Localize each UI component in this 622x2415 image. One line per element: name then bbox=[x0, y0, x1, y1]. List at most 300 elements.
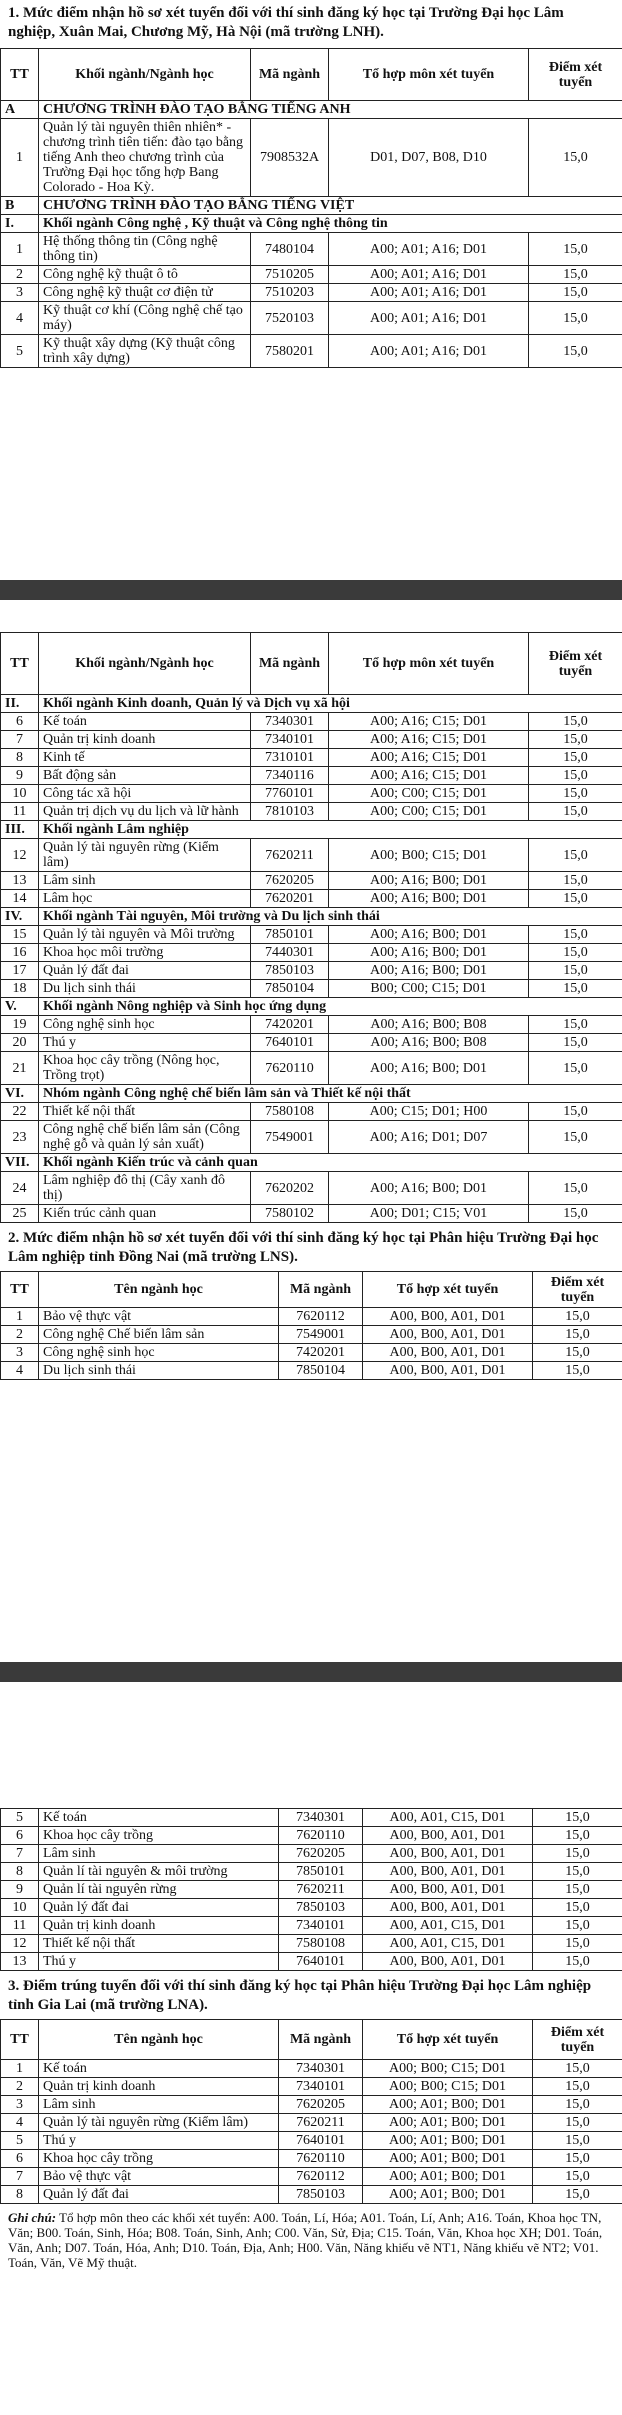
program-code: 7510203 bbox=[251, 284, 329, 302]
group-number: IV. bbox=[1, 908, 39, 926]
admission-score: 15,0 bbox=[529, 1103, 622, 1121]
row-number: 1 bbox=[1, 119, 39, 197]
program-code: 7440301 bbox=[251, 944, 329, 962]
program-name: Khoa học cây trồng bbox=[39, 1827, 279, 1845]
admission-score: 15,0 bbox=[529, 1172, 622, 1205]
footnote-text: Tổ hợp môn theo các khối xét tuyển: A00. Toán, Lí, Hóa; A01. Toán, Lí, Anh; A16. Toán, Khoa học TN, Văn; B00. Toán, Sinh, Hóa; B08. Toán, Sinh, Anh; C00. Văn, Sử, Địa; C15. Toán, Văn, Khoa học XH; D01. Toán, Văn, Anh; D07. Toán, Hóa, Anh; D10. Toán, Địa, Anh; H00. Văn, Năng khiếu vẽ NT1, Năng khiếu vẽ NT2; V01. Toán, Văn, Vẽ Mỹ thuật. bbox=[8, 2210, 603, 2270]
admission-score: 15,0 bbox=[533, 1809, 622, 1827]
row-number: 3 bbox=[1, 2096, 39, 2114]
table-row bbox=[1, 1881, 622, 1899]
row-number: 8 bbox=[1, 2186, 39, 2204]
group-title: Khối ngành Nông nghiệp và Sinh học ứng dụng bbox=[39, 998, 622, 1016]
program-code: 7340101 bbox=[279, 1917, 363, 1935]
section-lnh bbox=[0, 4, 622, 368]
program-code: 7620205 bbox=[251, 872, 329, 890]
row-number: 5 bbox=[1, 1809, 39, 1827]
admission-score: 15,0 bbox=[529, 266, 622, 284]
program-code: 7620110 bbox=[279, 1827, 363, 1845]
subject-combination: A00; A01; B00; D01 bbox=[363, 2186, 533, 2204]
col-header: Điểm xét tuyển bbox=[533, 2020, 622, 2060]
row-number: 3 bbox=[1, 1344, 39, 1362]
admission-score: 15,0 bbox=[529, 302, 622, 335]
program-name: Quản lý tài nguyên và Môi trường bbox=[39, 926, 251, 944]
program-name: Lâm học bbox=[39, 890, 251, 908]
program-name: Quản lý đất đai bbox=[39, 1899, 279, 1917]
group-row bbox=[1, 1085, 622, 1103]
group-title: Khối ngành Công nghệ , Kỹ thuật và Công nghệ thông tin bbox=[39, 215, 622, 233]
admission-score: 15,0 bbox=[529, 1121, 622, 1154]
program-code: 7549001 bbox=[251, 1121, 329, 1154]
program-code: 7760101 bbox=[251, 785, 329, 803]
group-row bbox=[1, 197, 622, 215]
row-number: 23 bbox=[1, 1121, 39, 1154]
subject-combination: A00; A16; B00; D01 bbox=[329, 872, 529, 890]
admission-score: 15,0 bbox=[529, 1052, 622, 1085]
program-name: Quản trị kinh doanh bbox=[39, 2078, 279, 2096]
table-row bbox=[1, 1172, 622, 1205]
admission-score: 15,0 bbox=[529, 890, 622, 908]
admission-score: 15,0 bbox=[533, 2186, 622, 2204]
col-header: TT bbox=[1, 1272, 39, 1308]
row-number: 1 bbox=[1, 233, 39, 266]
row-number: 2 bbox=[1, 2078, 39, 2096]
admission-score: 15,0 bbox=[533, 1308, 622, 1326]
admission-score: 15,0 bbox=[529, 1034, 622, 1052]
admission-score: 15,0 bbox=[529, 839, 622, 872]
section-lns-continued bbox=[0, 1808, 622, 2270]
program-name: Lâm sinh bbox=[39, 2096, 279, 2114]
program-name: Thú y bbox=[39, 1953, 279, 1971]
subject-combination: A00; A01; B00; D01 bbox=[363, 2096, 533, 2114]
program-code: 7620201 bbox=[251, 890, 329, 908]
program-code: 7310101 bbox=[251, 749, 329, 767]
subject-combination: A00, A01, C15, D01 bbox=[363, 1809, 533, 1827]
subject-combination: A00; A16; B00; B08 bbox=[329, 1016, 529, 1034]
col-header: TT bbox=[1, 2020, 39, 2060]
row-number: 2 bbox=[1, 1326, 39, 1344]
admission-score: 15,0 bbox=[533, 1953, 622, 1971]
admission-score: 15,0 bbox=[533, 1362, 622, 1380]
row-number: 5 bbox=[1, 335, 39, 368]
table-row bbox=[1, 1899, 622, 1917]
program-name: Công nghệ sinh học bbox=[39, 1016, 251, 1034]
row-number: 11 bbox=[1, 1917, 39, 1935]
section-lnh-continued bbox=[0, 632, 622, 1380]
program-name: Quản lý tài nguyên rừng (Kiểm lâm) bbox=[39, 839, 251, 872]
col-header: Điểm xét tuyển bbox=[529, 49, 622, 101]
program-name: Lâm sinh bbox=[39, 872, 251, 890]
row-number: 7 bbox=[1, 2168, 39, 2186]
group-number: A bbox=[1, 101, 39, 119]
table-row bbox=[1, 944, 622, 962]
row-number: 5 bbox=[1, 2132, 39, 2150]
program-code: 7580201 bbox=[251, 335, 329, 368]
program-code: 7620110 bbox=[279, 2150, 363, 2168]
program-name: Công nghệ kỹ thuật cơ điện tử bbox=[39, 284, 251, 302]
admission-table-lns bbox=[0, 1271, 622, 1380]
col-header: Tổ hợp môn xét tuyển bbox=[329, 633, 529, 695]
admission-score: 15,0 bbox=[533, 1863, 622, 1881]
table-row bbox=[1, 980, 622, 998]
group-number: VII. bbox=[1, 1154, 39, 1172]
subject-combination: A00, B00, A01, D01 bbox=[363, 1899, 533, 1917]
program-name: Công tác xã hội bbox=[39, 785, 251, 803]
subject-combination: A00; A01; A16; D01 bbox=[329, 233, 529, 266]
table-row bbox=[1, 872, 622, 890]
subject-combination: A00; C15; D01; H00 bbox=[329, 1103, 529, 1121]
program-code: 7620205 bbox=[279, 1845, 363, 1863]
group-title: Khối ngành Lâm nghiệp bbox=[39, 821, 622, 839]
program-code: 7620205 bbox=[279, 2096, 363, 2114]
section-heading: 1. Mức điểm nhận hồ sơ xét tuyển đối với thí sinh đăng ký học tại Trường Đại học Lâm nghiệp, Xuân Mai, Chương Mỹ, Hà Nội (mã trường LNH). bbox=[8, 5, 564, 40]
program-name: Thiết kế nội thất bbox=[39, 1103, 251, 1121]
table-row bbox=[1, 839, 622, 872]
subject-combination: A00; B00; C15; D01 bbox=[363, 2060, 533, 2078]
subject-combination: A00; B00; C15; D01 bbox=[363, 2078, 533, 2096]
program-name: Kế toán bbox=[39, 1809, 279, 1827]
program-name: Quản trị kinh doanh bbox=[39, 731, 251, 749]
footnote bbox=[0, 2204, 622, 2270]
table-row bbox=[1, 233, 622, 266]
row-number: 13 bbox=[1, 872, 39, 890]
subject-combination: A00; A16; B00; D01 bbox=[329, 1172, 529, 1205]
program-code: 7850103 bbox=[251, 962, 329, 980]
subject-combination: A00, A01, C15, D01 bbox=[363, 1935, 533, 1953]
subject-combination: A00; A01; A16; D01 bbox=[329, 266, 529, 284]
program-code: 7549001 bbox=[279, 1326, 363, 1344]
admission-score: 15,0 bbox=[529, 749, 622, 767]
row-number: 12 bbox=[1, 839, 39, 872]
subject-combination: A00, B00, A01, D01 bbox=[363, 1881, 533, 1899]
subject-combination: A00, B00, A01, D01 bbox=[363, 1827, 533, 1845]
table-row bbox=[1, 2096, 622, 2114]
program-name: Quản lý đất đai bbox=[39, 962, 251, 980]
program-code: 7620211 bbox=[279, 2114, 363, 2132]
table-row bbox=[1, 1863, 622, 1881]
row-number: 7 bbox=[1, 1845, 39, 1863]
subject-combination: A00; A01; B00; D01 bbox=[363, 2132, 533, 2150]
program-name: Hệ thống thông tin (Công nghệ thông tin) bbox=[39, 233, 251, 266]
subject-combination: A00; A01; A16; D01 bbox=[329, 284, 529, 302]
admission-score: 15,0 bbox=[529, 926, 622, 944]
admission-score: 15,0 bbox=[529, 1016, 622, 1034]
col-header: Tổ hợp xét tuyển bbox=[363, 1272, 533, 1308]
subject-combination: A00; A16; B00; D01 bbox=[329, 890, 529, 908]
row-number: 2 bbox=[1, 266, 39, 284]
col-header: TT bbox=[1, 633, 39, 695]
table-row bbox=[1, 926, 622, 944]
program-name: Quản lí tài nguyên rừng bbox=[39, 1881, 279, 1899]
program-code: 7420201 bbox=[251, 1016, 329, 1034]
row-number: 9 bbox=[1, 1881, 39, 1899]
page-gap bbox=[0, 580, 622, 600]
program-code: 7620112 bbox=[279, 1308, 363, 1326]
program-name: Công nghệ sinh học bbox=[39, 1344, 279, 1362]
row-number: 7 bbox=[1, 731, 39, 749]
admission-score: 15,0 bbox=[533, 1881, 622, 1899]
col-header: Tên ngành học bbox=[39, 1272, 279, 1308]
program-name: Thú y bbox=[39, 1034, 251, 1052]
subject-combination: A00; A16; B00; D01 bbox=[329, 926, 529, 944]
table-row bbox=[1, 2168, 622, 2186]
admission-score: 15,0 bbox=[529, 872, 622, 890]
table-row bbox=[1, 2060, 622, 2078]
col-header: Mã ngành bbox=[279, 2020, 363, 2060]
admission-score: 15,0 bbox=[533, 1935, 622, 1953]
row-number: 18 bbox=[1, 980, 39, 998]
admission-score: 15,0 bbox=[533, 1845, 622, 1863]
subject-combination: A00, B00, A01, D01 bbox=[363, 1863, 533, 1881]
subject-combination: A00; A16; C15; D01 bbox=[329, 713, 529, 731]
admission-score: 15,0 bbox=[529, 980, 622, 998]
group-title: Khối ngành Tài nguyên, Môi trường và Du lịch sinh thái bbox=[39, 908, 622, 926]
program-code: 7850103 bbox=[279, 2186, 363, 2204]
program-code: 7620112 bbox=[279, 2168, 363, 2186]
subject-combination: A00; A16; C15; D01 bbox=[329, 767, 529, 785]
row-number: 10 bbox=[1, 1899, 39, 1917]
row-number: 9 bbox=[1, 767, 39, 785]
table-row bbox=[1, 1362, 622, 1380]
table-row bbox=[1, 302, 622, 335]
row-number: 12 bbox=[1, 1935, 39, 1953]
subject-combination: A00; A01; B00; D01 bbox=[363, 2168, 533, 2186]
col-header: Tên ngành học bbox=[39, 2020, 279, 2060]
group-number: B bbox=[1, 197, 39, 215]
table-row bbox=[1, 2150, 622, 2168]
subject-combination: A00, B00, A01, D01 bbox=[363, 1953, 533, 1971]
table-row bbox=[1, 284, 622, 302]
subject-combination: B00; C00; C15; D01 bbox=[329, 980, 529, 998]
admission-score: 15,0 bbox=[533, 2096, 622, 2114]
admission-score: 15,0 bbox=[529, 803, 622, 821]
table-row bbox=[1, 803, 622, 821]
col-header: Tổ hợp xét tuyển bbox=[363, 2020, 533, 2060]
subject-combination: A00; A01; B00; D01 bbox=[363, 2150, 533, 2168]
admission-score: 15,0 bbox=[529, 767, 622, 785]
footnote-lead: Ghi chú: bbox=[8, 2210, 57, 2225]
admission-score: 15,0 bbox=[529, 284, 622, 302]
table-row bbox=[1, 1121, 622, 1154]
program-name: Kế toán bbox=[39, 713, 251, 731]
subject-combination: A00; A16; C15; D01 bbox=[329, 731, 529, 749]
program-name: Bảo vệ thực vật bbox=[39, 1308, 279, 1326]
table-row bbox=[1, 1827, 622, 1845]
row-number: 1 bbox=[1, 2060, 39, 2078]
table-row bbox=[1, 1935, 622, 1953]
group-row bbox=[1, 908, 622, 926]
table-row bbox=[1, 266, 622, 284]
section-heading: 2. Mức điểm nhận hồ sơ xét tuyển đối với thí sinh đăng ký học tại Phân hiệu Trường Đại học Lâm nghiệp tỉnh Đồng Nai (mã trường LNS). bbox=[8, 1230, 599, 1265]
admission-score: 15,0 bbox=[529, 944, 622, 962]
table-row bbox=[1, 890, 622, 908]
program-code: 7510205 bbox=[251, 266, 329, 284]
program-name: Thiết kế nội thất bbox=[39, 1935, 279, 1953]
table-row bbox=[1, 1845, 622, 1863]
admission-score: 15,0 bbox=[533, 2132, 622, 2150]
subject-combination: A00; A16; B00; D01 bbox=[329, 1052, 529, 1085]
admission-score: 15,0 bbox=[533, 2150, 622, 2168]
program-code: 7340301 bbox=[279, 1809, 363, 1827]
admission-score: 15,0 bbox=[529, 335, 622, 368]
program-code: 7850104 bbox=[279, 1362, 363, 1380]
table-row bbox=[1, 1205, 622, 1223]
col-header: Khối ngành/Ngành học bbox=[39, 49, 251, 101]
group-title: CHƯƠNG TRÌNH ĐÀO TẠO BẰNG TIẾNG ANH bbox=[39, 101, 622, 119]
admission-score: 15,0 bbox=[533, 2168, 622, 2186]
program-name: Quản lý đất đai bbox=[39, 2186, 279, 2204]
subject-combination: A00, B00, A01, D01 bbox=[363, 1344, 533, 1362]
table-row bbox=[1, 1917, 622, 1935]
row-number: 24 bbox=[1, 1172, 39, 1205]
program-code: 7810103 bbox=[251, 803, 329, 821]
table-row bbox=[1, 962, 622, 980]
group-row bbox=[1, 1154, 622, 1172]
program-code: 7340101 bbox=[251, 731, 329, 749]
table-row bbox=[1, 119, 622, 197]
subject-combination: A00; A16; B00; D01 bbox=[329, 944, 529, 962]
program-name: Kiến trúc cảnh quan bbox=[39, 1205, 251, 1223]
group-row bbox=[1, 998, 622, 1016]
program-code: 7850101 bbox=[279, 1863, 363, 1881]
program-code: 7340301 bbox=[251, 713, 329, 731]
program-name: Khoa học cây trồng bbox=[39, 2150, 279, 2168]
admission-score: 15,0 bbox=[533, 1917, 622, 1935]
group-title: CHƯƠNG TRÌNH ĐÀO TẠO BẰNG TIẾNG VIỆT bbox=[39, 197, 622, 215]
admission-score: 15,0 bbox=[529, 119, 622, 197]
col-header: Mã ngành bbox=[251, 633, 329, 695]
row-number: 20 bbox=[1, 1034, 39, 1052]
table-row bbox=[1, 2078, 622, 2096]
row-number: 8 bbox=[1, 1863, 39, 1881]
subject-combination: A00; A16; D01; D07 bbox=[329, 1121, 529, 1154]
subject-combination: D01, D07, B08, D10 bbox=[329, 119, 529, 197]
group-row bbox=[1, 821, 622, 839]
admission-score: 15,0 bbox=[533, 1326, 622, 1344]
table-row bbox=[1, 1016, 622, 1034]
group-row bbox=[1, 695, 622, 713]
table-row bbox=[1, 1953, 622, 1971]
program-code: 7340301 bbox=[279, 2060, 363, 2078]
row-number: 4 bbox=[1, 1362, 39, 1380]
group-title: Khối ngành Kiến trúc và cảnh quan bbox=[39, 1154, 622, 1172]
table-row bbox=[1, 785, 622, 803]
col-header: Khối ngành/Ngành học bbox=[39, 633, 251, 695]
program-code: 7620202 bbox=[251, 1172, 329, 1205]
table-row bbox=[1, 2114, 622, 2132]
program-name: Du lịch sinh thái bbox=[39, 980, 251, 998]
program-code: 7908532A bbox=[251, 119, 329, 197]
group-title: Khối ngành Kinh doanh, Quản lý và Dịch vụ xã hội bbox=[39, 695, 622, 713]
col-header: Điểm xét tuyển bbox=[529, 633, 622, 695]
col-header: Tổ hợp môn xét tuyển bbox=[329, 49, 529, 101]
admission-table-lna bbox=[0, 2019, 622, 2204]
admission-score: 15,0 bbox=[533, 2114, 622, 2132]
subject-combination: A00, B00, A01, D01 bbox=[363, 1326, 533, 1344]
group-title: Nhóm ngành Công nghệ chế biến lâm sản và Thiết kế nội thất bbox=[39, 1085, 622, 1103]
admission-score: 15,0 bbox=[533, 2078, 622, 2096]
admission-table-lnh bbox=[0, 48, 622, 368]
admission-score: 15,0 bbox=[533, 2060, 622, 2078]
program-name: Khoa học môi trường bbox=[39, 944, 251, 962]
program-name: Lâm sinh bbox=[39, 1845, 279, 1863]
group-number: VI. bbox=[1, 1085, 39, 1103]
program-name: Quản lí tài nguyên & môi trường bbox=[39, 1863, 279, 1881]
row-number: 17 bbox=[1, 962, 39, 980]
program-code: 7340101 bbox=[279, 2078, 363, 2096]
program-name: Lâm nghiệp đô thị (Cây xanh đô thị) bbox=[39, 1172, 251, 1205]
program-name: Du lịch sinh thái bbox=[39, 1362, 279, 1380]
admission-table-lns-continued bbox=[0, 1808, 622, 1971]
program-code: 7850103 bbox=[279, 1899, 363, 1917]
admission-score: 15,0 bbox=[529, 962, 622, 980]
row-number: 14 bbox=[1, 890, 39, 908]
program-name: Công nghệ chế biến lâm sản (Công nghệ gỗ và quản lý sản xuất) bbox=[39, 1121, 251, 1154]
program-name: Quản trị dịch vụ du lịch và lữ hành bbox=[39, 803, 251, 821]
program-code: 7850101 bbox=[251, 926, 329, 944]
row-number: 15 bbox=[1, 926, 39, 944]
table-row bbox=[1, 2132, 622, 2150]
group-row bbox=[1, 101, 622, 119]
group-row bbox=[1, 215, 622, 233]
row-number: 22 bbox=[1, 1103, 39, 1121]
row-number: 6 bbox=[1, 1827, 39, 1845]
program-code: 7480104 bbox=[251, 233, 329, 266]
row-number: 16 bbox=[1, 944, 39, 962]
admission-score: 15,0 bbox=[533, 1827, 622, 1845]
admission-score: 15,0 bbox=[529, 233, 622, 266]
program-name: Quản trị kinh doanh bbox=[39, 1917, 279, 1935]
subject-combination: A00; A16; B00; D01 bbox=[329, 962, 529, 980]
admission-score: 15,0 bbox=[529, 731, 622, 749]
program-code: 7580108 bbox=[279, 1935, 363, 1953]
program-code: 7620211 bbox=[251, 839, 329, 872]
program-name: Bảo vệ thực vật bbox=[39, 2168, 279, 2186]
subject-combination: A00; A01; B00; D01 bbox=[363, 2114, 533, 2132]
program-code: 7340116 bbox=[251, 767, 329, 785]
subject-combination: A00; B00; C15; D01 bbox=[329, 839, 529, 872]
row-number: 25 bbox=[1, 1205, 39, 1223]
program-name: Kinh tế bbox=[39, 749, 251, 767]
table-row bbox=[1, 731, 622, 749]
row-number: 6 bbox=[1, 713, 39, 731]
program-name: Công nghệ kỹ thuật ô tô bbox=[39, 266, 251, 284]
row-number: 11 bbox=[1, 803, 39, 821]
admission-score: 15,0 bbox=[533, 1344, 622, 1362]
program-name: Kế toán bbox=[39, 2060, 279, 2078]
program-code: 7620211 bbox=[279, 1881, 363, 1899]
table-row bbox=[1, 1344, 622, 1362]
program-name: Công nghệ Chế biến lâm sản bbox=[39, 1326, 279, 1344]
row-number: 1 bbox=[1, 1308, 39, 1326]
page-gap bbox=[0, 1662, 622, 1682]
subject-combination: A00; A16; B00; B08 bbox=[329, 1034, 529, 1052]
subject-combination: A00; A01; A16; D01 bbox=[329, 335, 529, 368]
table-row bbox=[1, 1326, 622, 1344]
row-number: 21 bbox=[1, 1052, 39, 1085]
subject-combination: A00; C00; C15; D01 bbox=[329, 803, 529, 821]
subject-combination: A00; D01; C15; V01 bbox=[329, 1205, 529, 1223]
group-number: I. bbox=[1, 215, 39, 233]
col-header: TT bbox=[1, 49, 39, 101]
row-number: 6 bbox=[1, 2150, 39, 2168]
program-name: Khoa học cây trồng (Nông học, Trồng trọt) bbox=[39, 1052, 251, 1085]
program-name: Kỹ thuật xây dựng (Kỹ thuật công trình xây dựng) bbox=[39, 335, 251, 368]
program-code: 7580108 bbox=[251, 1103, 329, 1121]
table-row bbox=[1, 767, 622, 785]
admission-score: 15,0 bbox=[529, 785, 622, 803]
admission-table-lnh-continued bbox=[0, 632, 622, 1223]
program-name: Kỹ thuật cơ khí (Công nghệ chế tạo máy) bbox=[39, 302, 251, 335]
